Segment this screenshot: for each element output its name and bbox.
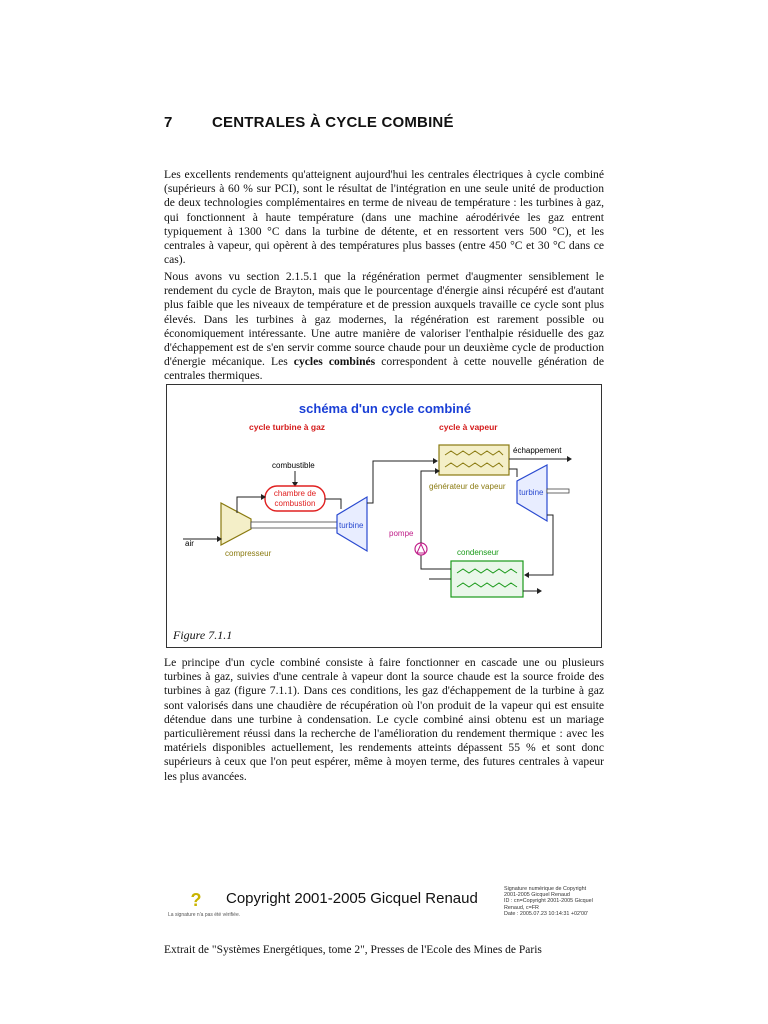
pump-label: pompe xyxy=(389,529,414,538)
gas-exhaust-line xyxy=(367,461,437,503)
steam-shaft xyxy=(547,489,569,493)
figure-caption: Figure 7.1.1 xyxy=(173,628,233,642)
chambre-label-2: combustion xyxy=(274,499,316,508)
condenser-to-pump-line xyxy=(421,555,451,569)
turbine-to-condenser-arrow xyxy=(524,572,529,578)
combustible-label: combustible xyxy=(272,461,315,470)
signature-question-icon: ? xyxy=(190,890,202,910)
exhaust-out-arrow xyxy=(567,456,572,462)
combined-cycle-figure xyxy=(166,384,602,648)
figure-title: schéma d'un cycle combiné xyxy=(298,401,472,416)
sig-line-4: Renaud, c=FR xyxy=(504,904,539,911)
condenser-label: condenseur xyxy=(457,548,499,557)
steam-generator xyxy=(439,445,509,475)
chamber-to-turbine-line xyxy=(325,499,341,509)
sig-line-5: Date : 2005.07.23 10:14:31 +02'00' xyxy=(504,910,589,917)
gas-turbine-label: turbine xyxy=(339,521,364,530)
turbine-to-condenser-line xyxy=(525,515,553,575)
paragraph-regeneration xyxy=(164,270,604,384)
section-number: 7 xyxy=(164,114,173,131)
compressor-label: compresseur xyxy=(225,549,272,558)
steam-cycle-label: cycle à vapeur xyxy=(439,422,498,432)
sig-line-1: Signature numérique de Copyright xyxy=(504,886,587,892)
gas-shaft xyxy=(251,522,337,528)
chambre-label-1: chambre de xyxy=(273,489,317,498)
sig-line-3: ID : cn=Copyright 2001-2005 Gicquel xyxy=(504,898,593,905)
source-citation: Extrait de "Systèmes Energétiques, tome 2", Presses de l'Ecole des Mines de Paris xyxy=(164,944,542,956)
steam-to-turbine-line xyxy=(509,469,517,477)
steam-turbine-label: turbine xyxy=(519,488,544,497)
section-heading xyxy=(164,114,454,131)
cooling-out-arrow xyxy=(537,588,542,594)
paragraph-regeneration-bold: cycles combinés xyxy=(293,355,376,369)
gas-cycle-label: cycle turbine à gaz xyxy=(249,422,326,432)
combined-cycle-diagram xyxy=(167,385,603,649)
echappement-label: échappement xyxy=(513,446,562,455)
copyright-text: Copyright 2001-2005 Gicquel Renaud xyxy=(226,890,478,907)
signature-status-note: La signature n'a pas été vérifiée. xyxy=(168,912,241,918)
section-title: CENTRALES À CYCLE COMBINÉ xyxy=(212,114,454,131)
compressor-shape xyxy=(221,503,251,545)
steam-generator-label: générateur de vapeur xyxy=(429,482,506,491)
paragraph-intro: Les excellents rendements qu'atteignent aujourd'hui les centrales électriques à cycle combiné (supérieurs à 60 % sur PCI), sont le résultat de l'intégration en une seule unité de production de deux technologies complémentaires en terme de niveau de température : les turbines à gaz, qui fonctionnent à haute température (dans une machine aérodérivée les gaz entrent typiquement à 1300 °C dans la turbine de détente, et en ressortent vers 500 °C), et les centrales à vapeur, qui opèrent à des températures plus basses (entre 450 °C et 30 °C dans ce cas). xyxy=(164,168,604,267)
paragraph-principle: Le principe d'un cycle combiné consiste à faire fonctionner en cascade une ou plusieurs turbines à gaz, suivies d'une centrale à vapeur dont la source chaude est la source froide des turbines à gaz (figure 7.1.1). Dans ces conditions, les gaz d'échappement de la turbine à gaz sont valorisés dans une chaudière de récupération où l'on produit de la vapeur qui est ensuite détendue dans une turbine à condensation. Le cycle combiné ainsi obtenu est un mariage particulièrement réussi dans la recherche de l'amélioration du rendement thermique : avec les matériels disponibles actuellement, les rendements atteints dépassent 55 % et sont donc supérieurs à ceux que l'on peut espérer, même à moyen terme, des futures centrales à vapeur les plus avancées. xyxy=(164,656,604,783)
paragraph-regeneration-text: Nous avons vu section 2.1.5.1 que la régénération permet d'augmenter sensiblement le rendement du cycle de Brayton, mais que le pourcentage d'énergie ainsi récupéré est d'autant plus faible que les niveaux de température et de pression auxquels travaille ce cycle sont plus élevés. Dans les turbines à gaz modernes, la régénération est rarement possible ou économiquement intéressante. Une autre manière de valoriser l'enthalpie résiduelle des gaz d'échappement est de s'en servir comme source chaude pour un deuxième cycle de production d'énergie mécanique. Les xyxy=(164,270,604,369)
air-label: air xyxy=(185,539,194,548)
sig-line-2: 2001-2005 Gicquel Renaud xyxy=(504,892,570,899)
gas-exhaust-arrow xyxy=(433,458,438,464)
condenser xyxy=(451,561,523,597)
paragraph-regeneration-end: correspondent à cette nouvelle génération de centrales thermiques. xyxy=(164,355,604,383)
digital-signature-block xyxy=(504,886,604,917)
comp-to-chamber-line xyxy=(237,497,265,513)
